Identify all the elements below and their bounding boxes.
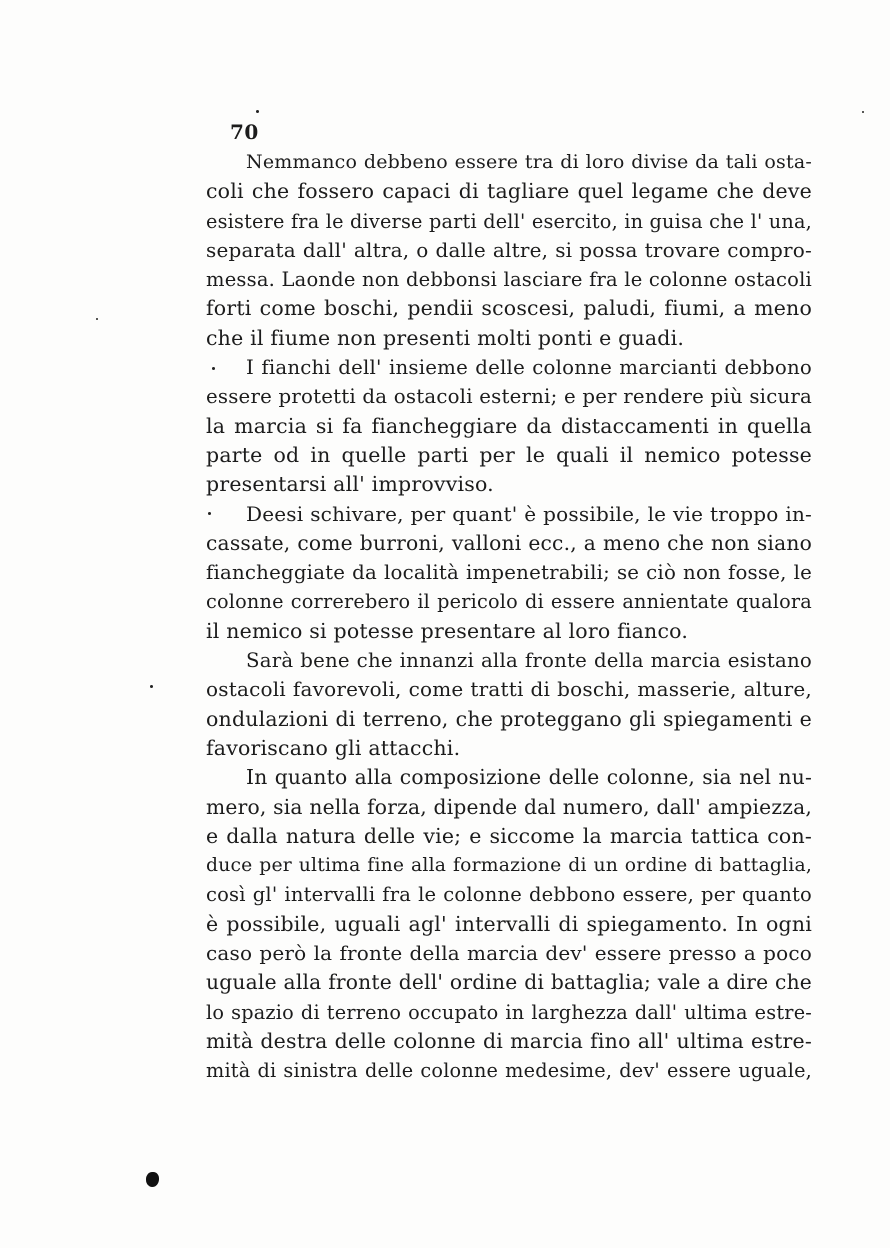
text-line: essere protetti da ostacoli esterni; e per rendere più sicura	[206, 385, 812, 409]
text-line: cassate, come burroni, valloni ecc., a meno che non siano	[206, 530, 812, 555]
text-line: favoriscano gli attacchi.	[206, 735, 461, 760]
text-line: mità destra delle colonne di marcia fino all' ultima estre-	[206, 1028, 812, 1053]
text-line: Sarà bene che innanzi alla fronte della marcia esistano	[246, 649, 812, 673]
text-line: mero, sia nella forza, dipende dal numero, dall' ampiezza,	[206, 794, 812, 819]
text-line: mità di sinistra delle colonne medesime, dev' essere uguale,	[206, 1059, 812, 1083]
text-line: parte od in quelle parti per le quali il nemico potesse	[206, 442, 812, 467]
text-line: la marcia si fa fiancheggiare da distaccamenti in quella	[206, 413, 812, 438]
text-line: caso però la fronte della marcia dev' essere presso a poco	[206, 941, 812, 966]
text-line: Deesi schivare, per quant' è possibile, le vie troppo in-	[246, 501, 812, 526]
text-line: duce per ultima fine alla formazione di un ordine di battaglia,	[206, 855, 812, 877]
text-line: ostacoli favorevoli, come tratti di boschi, masserie, alture,	[206, 677, 812, 702]
text-line: ondulazioni di terreno, che proteggano gli spiegamenti e	[206, 706, 812, 731]
text-line: In quanto alla composizione delle colonne, sia nel nu-	[246, 765, 812, 790]
ink-speck	[256, 110, 259, 113]
ink-blot	[146, 1172, 159, 1187]
text-line: fiancheggiate da località impenetrabili; se ciò non fosse, le	[206, 561, 812, 585]
text-line: uguale alla fronte dell' ordine di battaglia; vale a dire che	[206, 970, 812, 995]
text-line: coli che fossero capaci di tagliare quel legame che deve	[206, 179, 812, 204]
text-line: separata dall' altra, o dalle altre, si possa trovare compro-	[206, 237, 812, 262]
text-line: è possibile, uguali agl' intervalli di spiegamento. In ogni	[206, 911, 812, 936]
page-number: 70	[230, 120, 259, 144]
text-line: presentarsi all' improvviso.	[206, 472, 494, 497]
text-line: Nemmanco debbeno essere tra di loro divise da tali osta-	[246, 151, 812, 173]
text-line: I fianchi dell' insieme delle colonne marcianti debbono	[246, 356, 812, 380]
text-line: che il fiume non presenti molti ponti e guadi.	[206, 325, 685, 350]
ink-speck	[96, 318, 98, 320]
ink-speck	[212, 367, 215, 370]
text-line: esistere fra le diverse parti dell' esercito, in guisa che l' una,	[206, 209, 812, 233]
ink-speck	[150, 685, 153, 688]
ink-speck	[208, 512, 211, 515]
text-line: il nemico si potesse presentare al loro fianco.	[206, 618, 689, 643]
text-line: forti come boschi, pendii scoscesi, paludi, fiumi, a meno	[206, 296, 812, 321]
body-text	[206, 148, 812, 1086]
text-line: messa. Laonde non debbonsi lasciare fra le colonne ostacoli	[206, 268, 812, 292]
ink-speck	[862, 111, 864, 113]
text-line: lo spazio di terreno occupato in larghezza dall' ultima estre-	[206, 1000, 812, 1024]
text-line: colonne correrebero il pericolo di essere annientate qualora	[206, 590, 812, 614]
text-line: e dalla natura delle vie; e siccome la marcia tattica con-	[206, 823, 812, 848]
text-line: così gl' intervalli fra le colonne debbono essere, per quanto	[206, 883, 812, 907]
